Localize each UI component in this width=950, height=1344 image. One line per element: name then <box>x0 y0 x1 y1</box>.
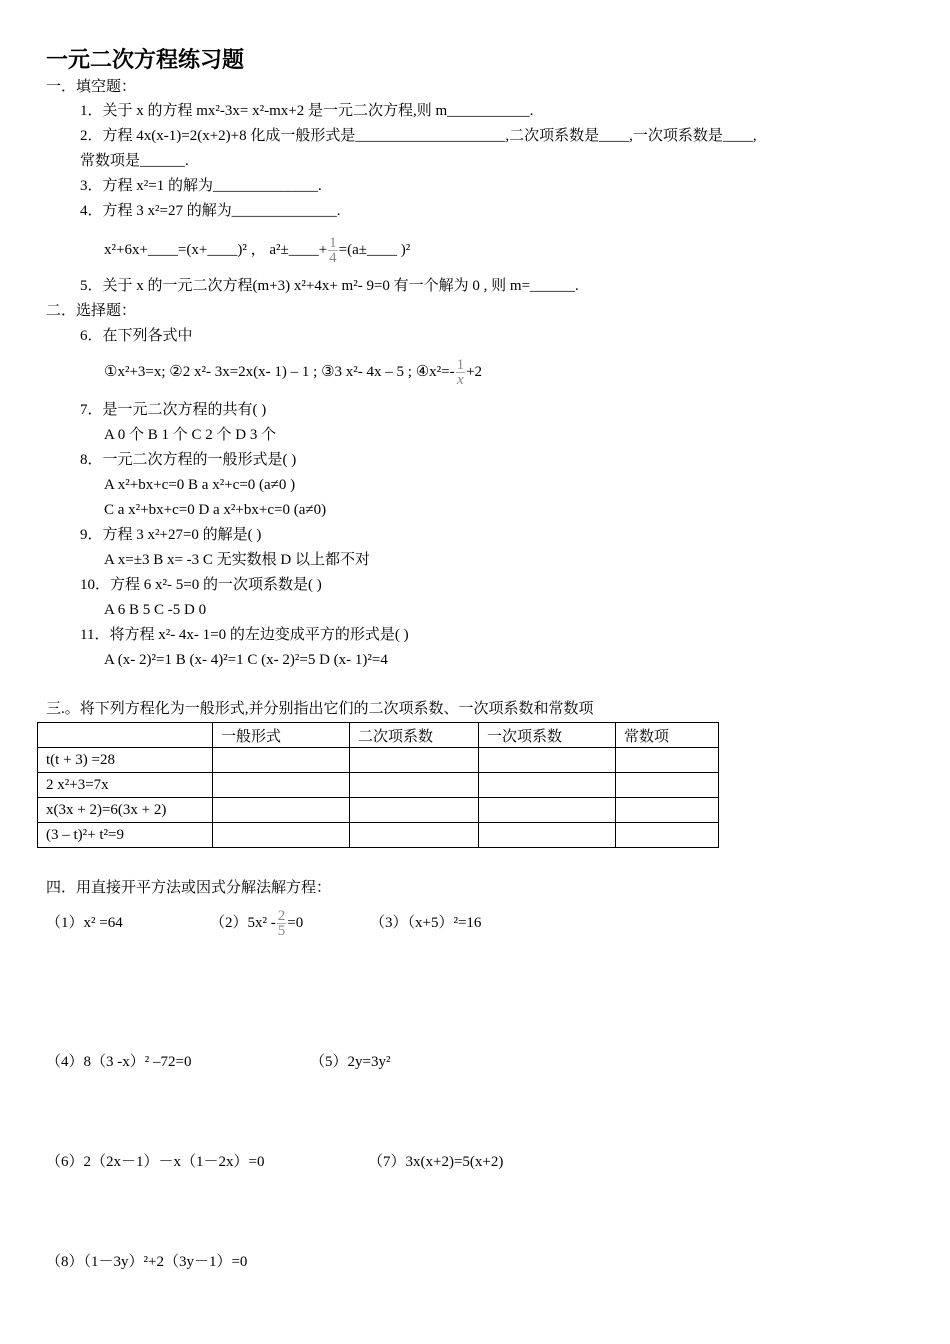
table-row-label: (3 – t)²+ t²=9 <box>38 823 213 848</box>
table-row <box>38 748 719 773</box>
table-row <box>38 823 719 848</box>
question-5: 5．关于 x 的一元二次方程(m+3) x²+4x+ m²- 9=0 有一个解为 0 , 则 m=______. <box>80 278 579 294</box>
question-10-options: A 6 B 5 C -5 D 0 <box>104 602 207 618</box>
question-8-options-1: A x²+bx+c=0 B a x²+c=0 (a≠0 ) <box>104 477 296 493</box>
table-header-cell: 二次项系数 <box>350 723 479 748</box>
question-4-fill <box>104 230 410 270</box>
question-7-options: A 0 个 B 1 个 C 2 个 D 3 个 <box>104 427 277 443</box>
question-9: 9．方程 3 x²+27=0 的解是( ) <box>80 527 262 543</box>
table-cell <box>213 798 350 823</box>
problem-2-right: =0 <box>287 915 304 931</box>
question-11-options: A (x- 2)²=1 B (x- 4)²=1 C (x- 2)²=5 D (x- 1)²=4 <box>104 652 388 668</box>
question-6-options-right: +2 <box>466 364 483 380</box>
table-cell <box>479 823 616 848</box>
question-10: 10．方程 6 x²- 5=0 的一次项系数是( ) <box>80 577 322 593</box>
table-cell <box>479 773 616 798</box>
question-6-options-left: ①x²+3=x; ②2 x²- 3x=2x(x- 1) – 1 ; ③3 x²- 4x – 5 ; ④x²=- <box>104 364 455 380</box>
table-cell <box>213 823 350 848</box>
table-cell <box>616 748 719 773</box>
fraction-one-quarter: $\frac{1}{4}$ <box>329 235 337 267</box>
question-11: 11．将方程 x²- 4x- 1=0 的左边变成平方的形式是( ) <box>80 627 409 643</box>
table-header-row <box>38 723 719 748</box>
question-4-fill-left: x²+6x+____=(x+____)² ， a²±____+ <box>104 242 328 258</box>
question-2-cont: 常数项是______. <box>80 153 189 169</box>
table-cell <box>616 798 719 823</box>
section-2-heading: 二．选择题： <box>46 303 137 319</box>
problem-6: （6）2（2x－1）－x（1－2x）=0 <box>46 1154 265 1170</box>
question-3: 3．方程 x²=1 的解为______________. <box>80 178 322 194</box>
table-header-cell: 一般形式 <box>213 723 350 748</box>
table-row <box>38 798 719 823</box>
table-header-cell: 一次项系数 <box>479 723 616 748</box>
table-cell <box>213 748 350 773</box>
table-header-cell <box>38 723 213 748</box>
problem-2-left: （2）5x² - <box>210 915 276 931</box>
problem-7: （7）3x(x+2)=5(x+2) <box>368 1154 504 1170</box>
fraction-two-fifths: $\frac{2}{5}$ <box>277 908 286 940</box>
table-cell <box>213 773 350 798</box>
problem-1: （1）x² =64 <box>46 915 123 931</box>
table-cell <box>616 773 719 798</box>
question-8-options-2: C a x²+bx+c=0 D a x²+bx+c=0 (a≠0) <box>104 502 327 518</box>
table-cell <box>350 823 479 848</box>
problem-5: （5）2y=3y² <box>310 1054 391 1070</box>
table-cell <box>350 748 479 773</box>
question-8: 8．一元二次方程的一般形式是( ) <box>80 452 297 468</box>
table-cell <box>616 823 719 848</box>
question-2: 2．方程 4x(x-1)=2(x+2)+8 化成一般形式是____________________,二次项系数是____,一次项系数是____, <box>80 128 757 144</box>
section-1-heading: 一．填空题： <box>46 79 137 95</box>
section-3-heading: 三.。将下列方程化为一般形式,并分别指出它们的二次项系数、一次项系数和常数项 <box>46 701 594 717</box>
table-row <box>38 773 719 798</box>
fraction-one-over-x: $\frac{1}{x}$ <box>456 357 465 389</box>
table-cell <box>479 748 616 773</box>
table-row-label: x(3x + 2)=6(3x + 2) <box>38 798 213 823</box>
question-6: 6．在下列各式中 <box>80 328 193 344</box>
problem-8: （8）（1－3y）²+2（3y－1）=0 <box>46 1254 248 1270</box>
problem-4: （4）8（3 -x）² –72=0 <box>46 1054 192 1070</box>
page-title: 一元二次方程练习题 <box>46 48 245 73</box>
coefficient-table <box>37 722 719 848</box>
table-cell <box>350 798 479 823</box>
question-9-options: A x=±3 B x= -3 C 无实数根 D 以上都不对 <box>104 552 370 568</box>
question-1: 1．关于 x 的方程 mx²-3x= x²-mx+2 是一元二次方程,则 m___________. <box>80 103 534 119</box>
question-4: 4．方程 3 x²=27 的解为______________. <box>80 203 341 219</box>
problem-2 <box>210 903 303 943</box>
table-row-label: 2 x²+3=7x <box>38 773 213 798</box>
question-4-fill-right: =(a±____ )² <box>338 242 411 258</box>
section-4-heading: 四．用直接开平方法或因式分解法解方程： <box>46 880 332 896</box>
question-7: 7．是一元二次方程的共有( ) <box>80 402 267 418</box>
table-cell <box>350 773 479 798</box>
question-6-options <box>104 352 482 392</box>
table-cell <box>479 798 616 823</box>
table-header-cell: 常数项 <box>616 723 719 748</box>
problem-3: （3）（x+5）²=16 <box>370 915 482 931</box>
table-row-label: t(t + 3) =28 <box>38 748 213 773</box>
